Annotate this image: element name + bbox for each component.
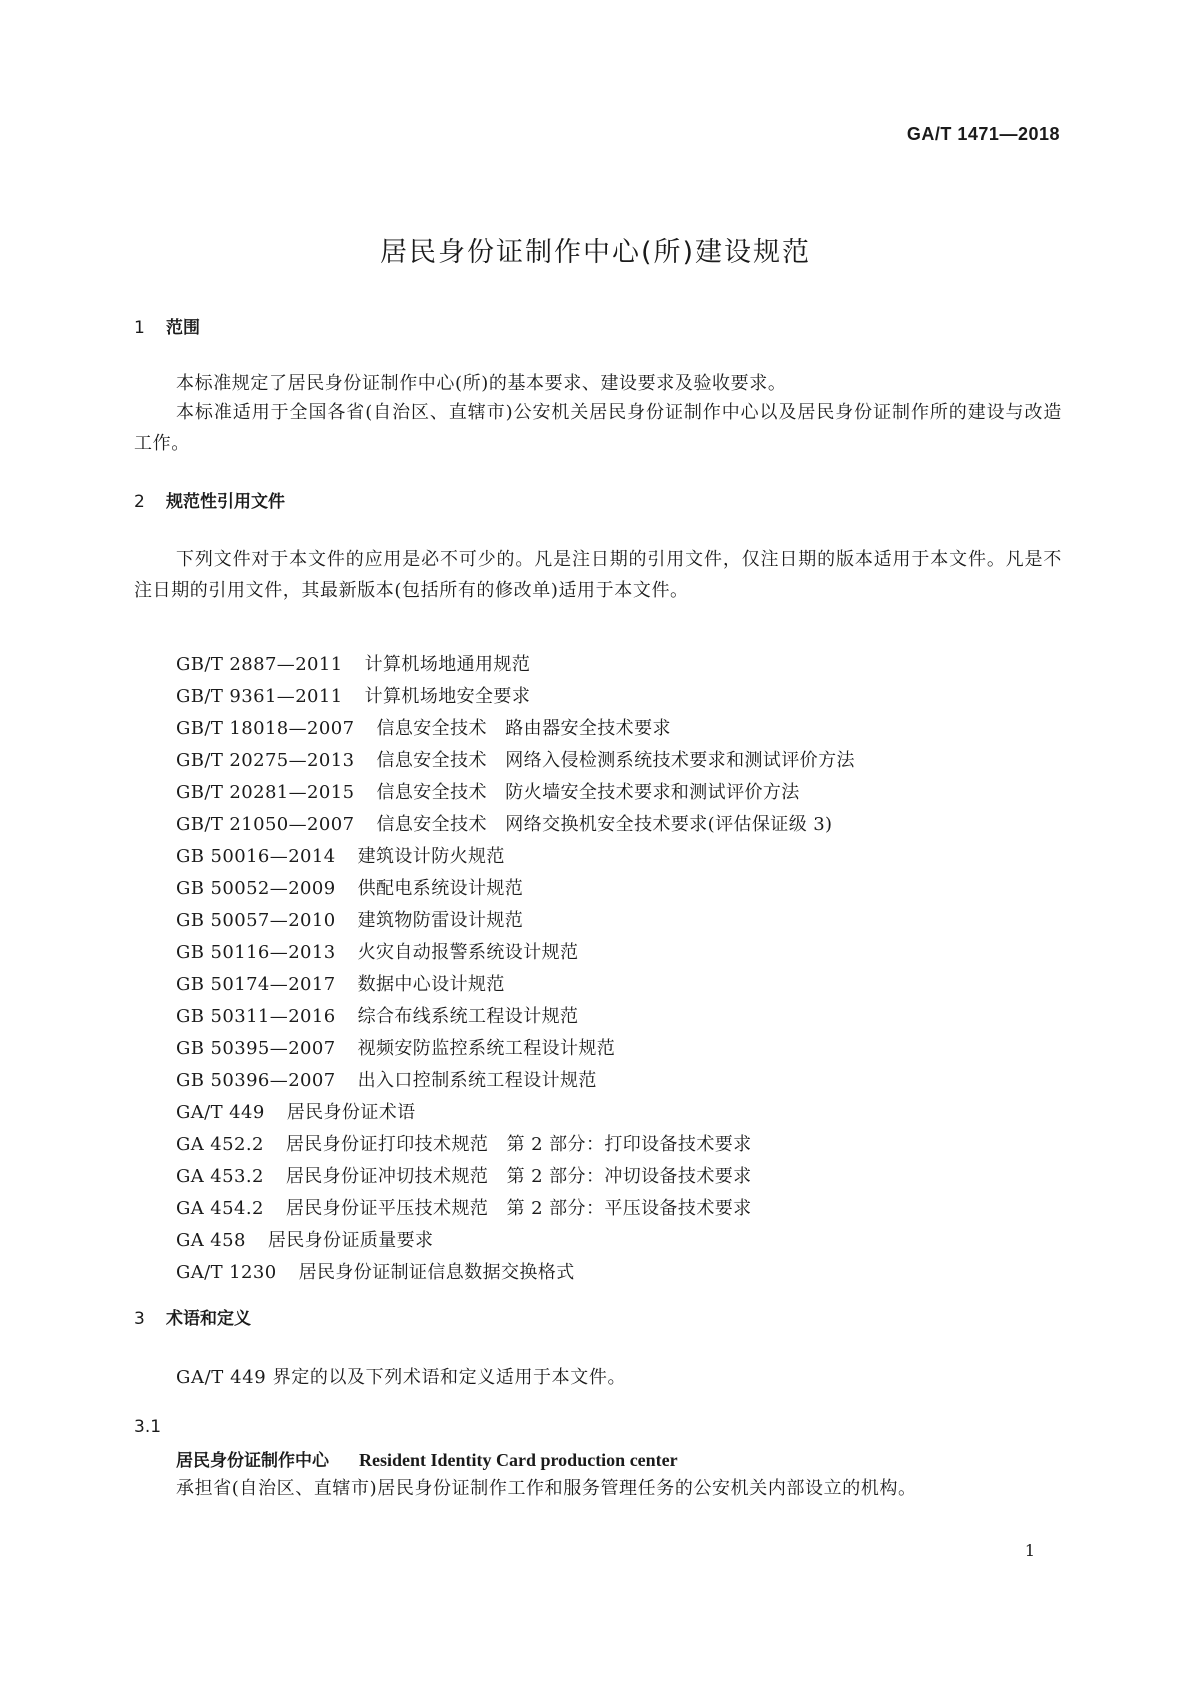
reference-title: 综合布线系统工程设计规范 bbox=[357, 1006, 579, 1027]
reference-title: 出入口控制系统工程设计规范 bbox=[357, 1070, 597, 1091]
reference-item bbox=[176, 681, 855, 713]
reference-item bbox=[176, 745, 855, 777]
reference-code: GB 50395—2007 bbox=[176, 1038, 336, 1059]
section-1-number: 1 bbox=[134, 318, 145, 338]
reference-title: 信息安全技术 网络入侵检测系统技术要求和测试评价方法 bbox=[376, 750, 855, 771]
reference-code: GB/T 20281—2015 bbox=[176, 782, 355, 803]
reference-item bbox=[176, 1257, 855, 1289]
reference-title: 信息安全技术 网络交换机安全技术要求(评估保证级 3) bbox=[376, 814, 833, 835]
reference-code: GA/T 449 bbox=[176, 1102, 265, 1123]
reference-item bbox=[176, 1097, 855, 1129]
reference-item bbox=[176, 1161, 855, 1193]
reference-code: GB/T 18018—2007 bbox=[176, 718, 355, 739]
reference-title: 居民身份证制证信息数据交换格式 bbox=[298, 1262, 575, 1283]
reference-code: GA/T 1230 bbox=[176, 1262, 277, 1283]
reference-code: GB 50311—2016 bbox=[176, 1006, 336, 1027]
reference-code: GB 50016—2014 bbox=[176, 846, 336, 867]
reference-code: GB 50057—2010 bbox=[176, 910, 336, 931]
reference-title: 居民身份证术语 bbox=[286, 1102, 416, 1123]
reference-item bbox=[176, 841, 855, 873]
reference-title: 居民身份证质量要求 bbox=[267, 1230, 434, 1251]
reference-title: 视频安防监控系统工程设计规范 bbox=[357, 1038, 616, 1059]
term-chinese: 居民身份证制作中心 bbox=[176, 1451, 329, 1471]
section-1-heading bbox=[134, 313, 200, 338]
reference-code: GA 454.2 bbox=[176, 1198, 264, 1219]
section-2-intro: 下列文件对于本文件的应用是必不可少的。凡是注日期的引用文件，仅注日期的版本适用于本文件。凡是不注日期的引用文件，其最新版本(包括所有的修改单)适用于本文件。 bbox=[134, 549, 1062, 601]
section-2-title: 规范性引用文件 bbox=[166, 492, 285, 512]
reference-title: 信息安全技术 防火墙安全技术要求和测试评价方法 bbox=[376, 782, 800, 803]
term-english: Resident Identity Card production center bbox=[359, 1450, 678, 1470]
reference-code: GB/T 21050—2007 bbox=[176, 814, 355, 835]
reference-code: GB 50396—2007 bbox=[176, 1070, 336, 1091]
reference-title: 建筑物防雷设计规范 bbox=[357, 910, 524, 931]
page-number: 1 bbox=[1024, 1541, 1035, 1560]
reference-code: GB/T 20275—2013 bbox=[176, 750, 355, 771]
reference-item bbox=[176, 1065, 855, 1097]
reference-title: 计算机场地通用规范 bbox=[364, 654, 531, 675]
reference-title: 居民身份证打印技术规范 第 2 部分：打印设备技术要求 bbox=[285, 1134, 752, 1155]
section-3-intro: GA/T 449 界定的以及下列术语和定义适用于本文件。 bbox=[176, 1367, 627, 1388]
reference-code: GA 453.2 bbox=[176, 1166, 264, 1187]
reference-item bbox=[176, 1001, 855, 1033]
reference-item bbox=[176, 1193, 855, 1225]
reference-item bbox=[176, 1033, 855, 1065]
reference-item bbox=[176, 809, 855, 841]
section-1-paragraph-1: 本标准规定了居民身份证制作中心(所)的基本要求、建设要求及验收要求。 bbox=[176, 373, 787, 394]
reference-code: GB/T 2887—2011 bbox=[176, 654, 343, 675]
reference-code: GB 50174—2017 bbox=[176, 974, 336, 995]
term-number: 3.1 bbox=[134, 1417, 162, 1437]
standard-code: GA/T 1471—2018 bbox=[906, 124, 1060, 144]
section-3-heading bbox=[134, 1304, 251, 1329]
reference-item bbox=[176, 1225, 855, 1257]
reference-title: 供配电系统设计规范 bbox=[357, 878, 524, 899]
section-1-title: 范围 bbox=[166, 318, 200, 338]
reference-title: 数据中心设计规范 bbox=[357, 974, 505, 995]
reference-item bbox=[176, 969, 855, 1001]
section-1-paragraph-2: 本标准适用于全国各省(自治区、直辖市)公安机关居民身份证制作中心以及居民身份证制作所的建设与改造工作。 bbox=[134, 402, 1062, 454]
reference-item bbox=[176, 873, 855, 905]
reference-item bbox=[176, 777, 855, 809]
reference-title: 火灾自动报警系统设计规范 bbox=[357, 942, 579, 963]
term-definition: 承担省(自治区、直辖市)居民身份证制作工作和服务管理任务的公安机关内部设立的机构。 bbox=[176, 1478, 917, 1499]
section-2-heading bbox=[134, 487, 285, 512]
section-3-title: 术语和定义 bbox=[166, 1309, 251, 1329]
reference-title: 计算机场地安全要求 bbox=[364, 686, 531, 707]
reference-item bbox=[176, 649, 855, 681]
reference-code: GB/T 9361—2011 bbox=[176, 686, 343, 707]
reference-code: GB 50052—2009 bbox=[176, 878, 336, 899]
section-3-number: 3 bbox=[134, 1309, 145, 1329]
reference-title: 居民身份证平压技术规范 第 2 部分：平压设备技术要求 bbox=[285, 1198, 752, 1219]
document-title: 居民身份证制作中心(所)建设规范 bbox=[379, 237, 812, 268]
reference-item bbox=[176, 937, 855, 969]
reference-item bbox=[176, 905, 855, 937]
normative-references-list bbox=[176, 649, 855, 1289]
reference-title: 建筑设计防火规范 bbox=[357, 846, 505, 867]
section-2-number: 2 bbox=[134, 492, 145, 512]
reference-code: GA 458 bbox=[176, 1230, 246, 1251]
reference-item bbox=[176, 713, 855, 745]
reference-item bbox=[176, 1129, 855, 1161]
reference-code: GA 452.2 bbox=[176, 1134, 264, 1155]
reference-title: 居民身份证冲切技术规范 第 2 部分：冲切设备技术要求 bbox=[285, 1166, 752, 1187]
reference-code: GB 50116—2013 bbox=[176, 942, 336, 963]
reference-title: 信息安全技术 路由器安全技术要求 bbox=[376, 718, 671, 739]
term-heading bbox=[176, 1446, 678, 1471]
